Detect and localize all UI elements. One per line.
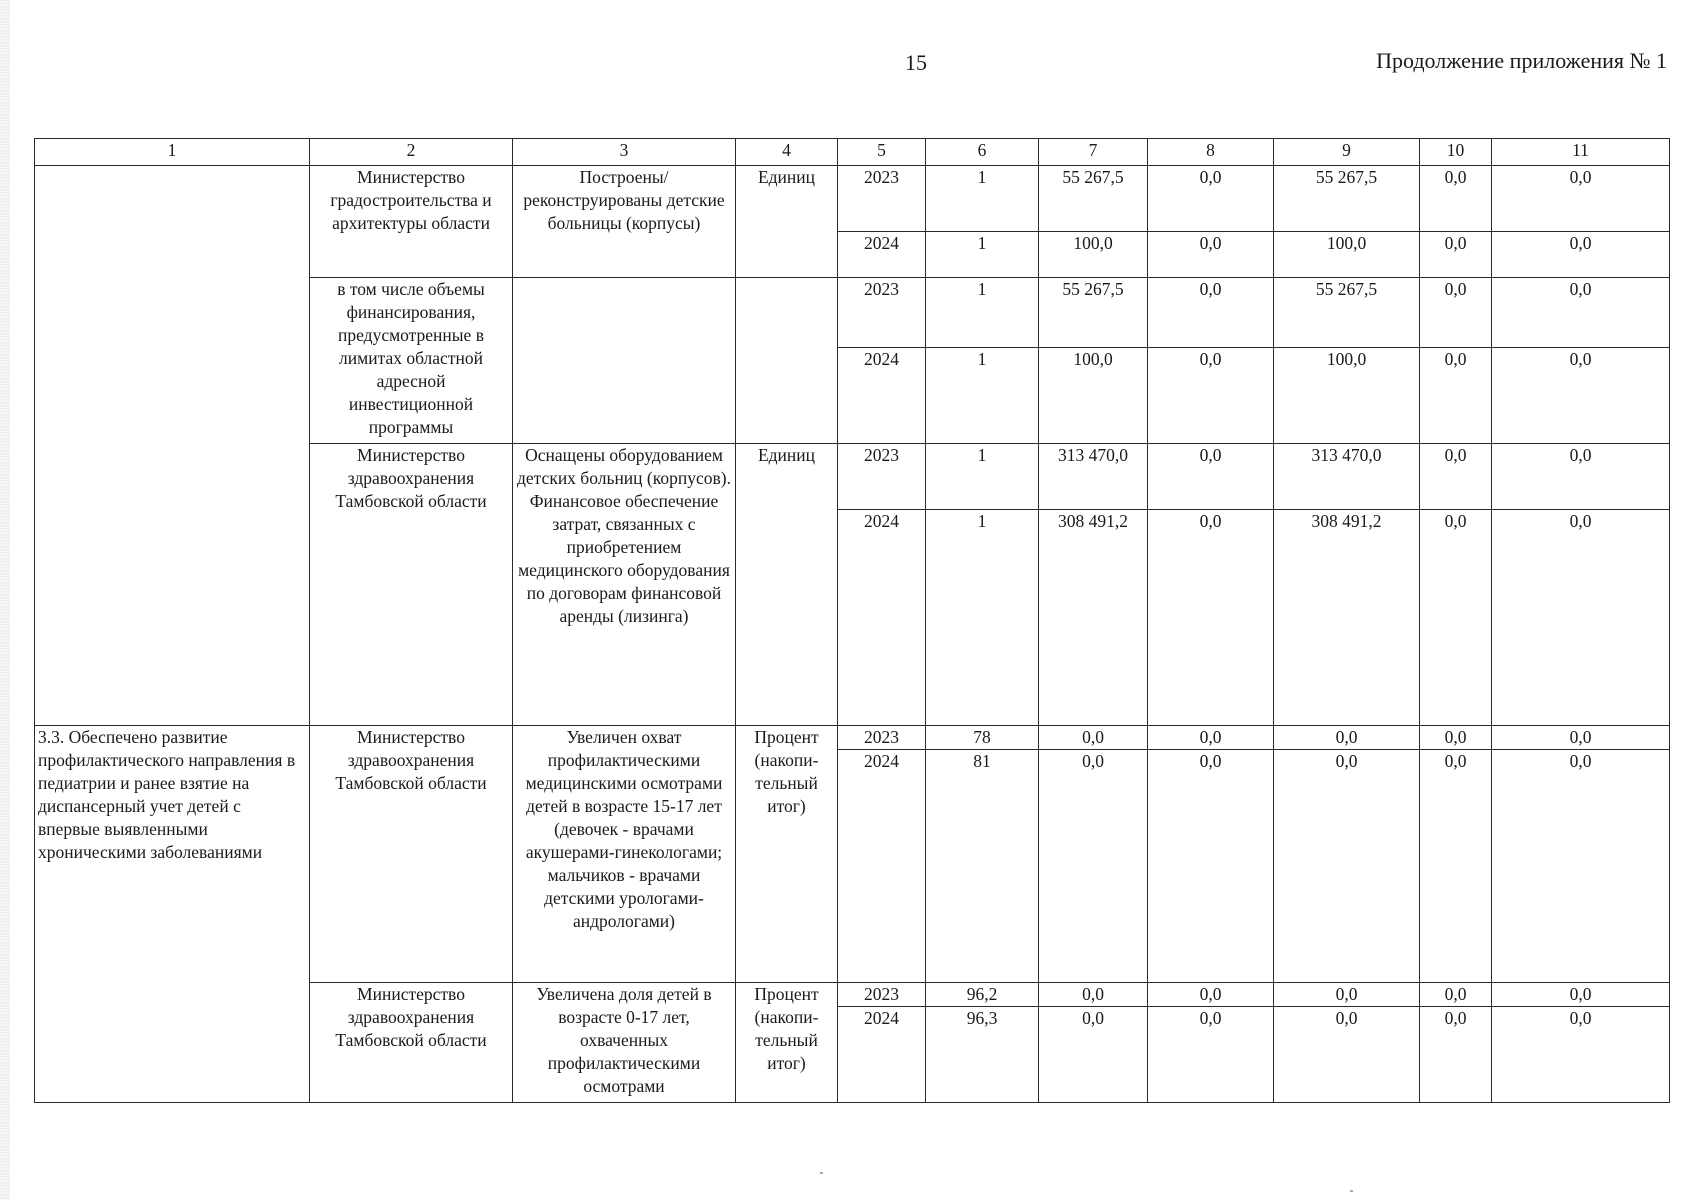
value-cell: 55 267,5 [1039, 166, 1148, 232]
value-cell: 0,0 [1148, 444, 1274, 510]
value-cell: 308 491,2 [1039, 510, 1148, 726]
value-cell: 100,0 [1039, 232, 1148, 278]
year-cell: 2023 [838, 444, 926, 510]
value-cell: 1 [926, 444, 1039, 510]
column-number: 10 [1420, 139, 1492, 166]
appendix-note: Продолжение приложения № 1 [1376, 48, 1667, 73]
value-cell: 0,0 [1148, 166, 1274, 232]
unit-cell: Процент (накопи-тельный итог) [736, 726, 838, 983]
program-table [34, 138, 1670, 1103]
value-cell: 100,0 [1274, 348, 1420, 444]
year-cell: 2024 [838, 1007, 926, 1103]
value-cell: 100,0 [1274, 232, 1420, 278]
year-cell: 2024 [838, 348, 926, 444]
value-cell: 1 [926, 348, 1039, 444]
value-cell: 0,0 [1148, 750, 1274, 983]
value-cell: 0,0 [1148, 278, 1274, 348]
executor-cell: в том числе объемы финансирования, предусмотренные в лимитах областной адресной инвестиционной программы [310, 278, 513, 444]
unit-cell: Процент (накопи-тельный итог) [736, 983, 838, 1103]
value-cell: 0,0 [1148, 726, 1274, 750]
column-number: 8 [1148, 139, 1274, 166]
value-cell: 0,0 [1420, 983, 1492, 1007]
value-cell: 0,0 [1420, 278, 1492, 348]
value-cell: 0,0 [1492, 510, 1670, 726]
column-number: 6 [926, 139, 1039, 166]
value-cell: 0,0 [1492, 750, 1670, 983]
unit-cell: Единиц [736, 444, 838, 726]
value-cell: 0,0 [1492, 444, 1670, 510]
unit-cell [736, 278, 838, 444]
result-cell: Оснащены оборудованием детских больниц (корпусов). Финансовое обеспечение затрат, связанных с приобретением медицинского оборудования по договорам финансовой аренды (лизинга) [513, 444, 736, 726]
value-cell: 0,0 [1420, 348, 1492, 444]
value-cell: 0,0 [1274, 983, 1420, 1007]
value-cell: 1 [926, 166, 1039, 232]
value-cell: 0,0 [1039, 750, 1148, 983]
value-cell: 0,0 [1420, 232, 1492, 278]
column-number: 1 [35, 139, 310, 166]
value-cell: 100,0 [1039, 348, 1148, 444]
value-cell: 0,0 [1274, 1007, 1420, 1103]
result-cell: Увеличена доля детей в возрасте 0-17 лет, охваченных профилактическими осмотрами [513, 983, 736, 1103]
value-cell: 96,2 [926, 983, 1039, 1007]
table-row [35, 166, 1670, 232]
value-cell: 1 [926, 278, 1039, 348]
value-cell: 308 491,2 [1274, 510, 1420, 726]
value-cell: 1 [926, 510, 1039, 726]
table-row [35, 726, 1670, 750]
value-cell: 55 267,5 [1274, 166, 1420, 232]
value-cell: 0,0 [1274, 726, 1420, 750]
task-cell-empty [35, 166, 310, 726]
year-cell: 2024 [838, 750, 926, 983]
column-number: 5 [838, 139, 926, 166]
value-cell: 0,0 [1492, 166, 1670, 232]
scan-edge-artifact [0, 0, 10, 1200]
value-cell: 0,0 [1148, 232, 1274, 278]
value-cell: 81 [926, 750, 1039, 983]
page-number: 15 [905, 50, 927, 75]
value-cell: 0,0 [1039, 983, 1148, 1007]
year-cell: 2023 [838, 983, 926, 1007]
value-cell: 96,3 [926, 1007, 1039, 1103]
value-cell: 0,0 [1420, 166, 1492, 232]
year-cell: 2023 [838, 726, 926, 750]
value-cell: 0,0 [1492, 348, 1670, 444]
result-cell: Построены/ реконструированы детские больницы (корпусы) [513, 166, 736, 278]
value-cell: 0,0 [1420, 444, 1492, 510]
value-cell: 0,0 [1148, 983, 1274, 1007]
value-cell: 0,0 [1039, 1007, 1148, 1103]
column-number: 11 [1492, 139, 1670, 166]
value-cell: 0,0 [1492, 1007, 1670, 1103]
executor-cell: Министерство здравоохранения Тамбовской области [310, 726, 513, 983]
executor-cell: Министерство здравоохранения Тамбовской области [310, 444, 513, 726]
year-cell: 2024 [838, 232, 926, 278]
column-number-row [35, 139, 1670, 166]
value-cell: 313 470,0 [1274, 444, 1420, 510]
executor-cell: Министерство здравоохранения Тамбовской области [310, 983, 513, 1103]
value-cell: 0,0 [1039, 726, 1148, 750]
value-cell: 313 470,0 [1039, 444, 1148, 510]
column-number: 9 [1274, 139, 1420, 166]
value-cell: 0,0 [1274, 750, 1420, 983]
year-cell: 2023 [838, 278, 926, 348]
value-cell: 0,0 [1492, 726, 1670, 750]
value-cell: 0,0 [1492, 232, 1670, 278]
unit-cell: Единиц [736, 166, 838, 278]
value-cell: 0,0 [1148, 348, 1274, 444]
year-cell: 2024 [838, 510, 926, 726]
column-number: 4 [736, 139, 838, 166]
value-cell: 55 267,5 [1274, 278, 1420, 348]
scan-speck [1350, 1190, 1353, 1192]
executor-cell: Министерство градостроительства и архитектуры области [310, 166, 513, 278]
value-cell: 0,0 [1492, 278, 1670, 348]
column-number: 7 [1039, 139, 1148, 166]
value-cell: 0,0 [1420, 726, 1492, 750]
value-cell: 0,0 [1148, 1007, 1274, 1103]
value-cell: 0,0 [1420, 1007, 1492, 1103]
value-cell: 1 [926, 232, 1039, 278]
task-cell: 3.3. Обеспечено развитие профилактического направления в педиатрии и ранее взятие на диспансерный учет детей с впервые выявленными хроническими заболеваниями [35, 726, 310, 1103]
value-cell: 0,0 [1148, 510, 1274, 726]
result-cell: Увеличен охват профилактическими медицинскими осмотрами детей в возрасте 15-17 лет (девочек - врачами акушерами-гинекологами; мальчиков - врачами детскими урологами-андрологами) [513, 726, 736, 983]
value-cell: 0,0 [1420, 510, 1492, 726]
value-cell: 0,0 [1492, 983, 1670, 1007]
year-cell: 2023 [838, 166, 926, 232]
value-cell: 0,0 [1420, 750, 1492, 983]
value-cell: 55 267,5 [1039, 278, 1148, 348]
result-cell [513, 278, 736, 444]
scan-speck [820, 1172, 823, 1174]
column-number: 3 [513, 139, 736, 166]
value-cell: 78 [926, 726, 1039, 750]
column-number: 2 [310, 139, 513, 166]
